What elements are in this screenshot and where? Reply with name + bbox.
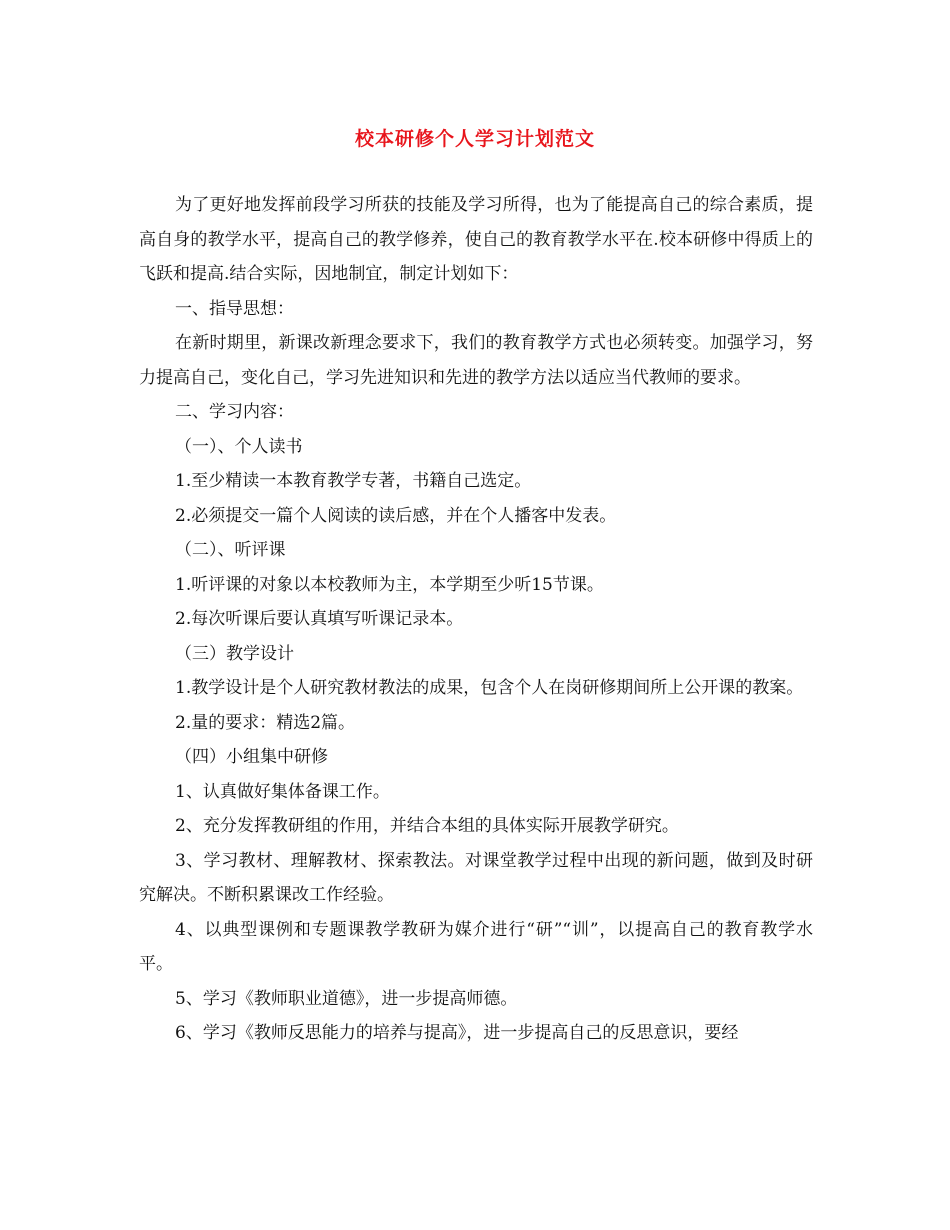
group-study-item-3: 3、学习教材、理解教材、探索教法。对课堂教学过程中出现的新问题，做到及时研究解决。不断积累课改工作经验。 [139,850,813,905]
document-body [139,188,813,1051]
document-title: 校本研修个人学习计划范文 [354,128,595,150]
subsection-heading-group-study: （四）小组集中研修 [175,747,328,767]
reading-item-2: 2.必须提交一篇个人阅读的读后感，并在个人播客中发表。 [175,505,617,526]
section-heading-study-content: 二、学习内容： [175,402,294,422]
lesson-review-item-1: 1.听评课的对象以本校教师为主，本学期至少听15节课。 [175,574,604,595]
group-study-item-2: 2、充分发挥教研组的作用，并结合本组的具体实际开展教学研究。 [175,816,679,836]
guiding-thought-paragraph: 在新时期里，新课改新理念要求下，我们的教育教学方式也必须转变。加强学习，努力提高自己，变化自己，学习先进知识和先进的教学方法以适应当代教师的要求。 [139,333,813,388]
reading-item-1: 1.至少精读一本教育教学专著，书籍自己选定。 [175,471,532,491]
intro-paragraph: 为了更好地发挥前段学习所获的技能及学习所得，也为了能提高自己的综合素质，提高自身的教学水平，提高自己的教学修养，使自己的教育教学水平在.校本研修中得质上的飞跃和提高.结合实际，因地制宜，制定计划如下： [139,195,813,284]
subsection-heading-lesson-review: （二）、听评课 [175,540,286,560]
subsection-heading-teaching-design: （三）教学设计 [175,643,294,664]
group-study-item-4: 4、以典型课例和专题课教学教研为媒介进行“研”“训”，以提高自己的教育教学水平。 [139,919,813,974]
lesson-review-item-2: 2.每次听课后要认真填写听课记录本。 [175,609,464,629]
group-study-item-1: 1、认真做好集体备课工作。 [175,781,390,802]
subsection-heading-reading: （一）、个人读书 [175,436,303,457]
group-study-item-6: 6、学习《教师反思能力的培养与提高》，进一步提高自己的反思意识，要经 [175,1023,739,1043]
section-heading-guiding-thought: 一、指导思想： [175,298,294,319]
teaching-design-item-2: 2.量的要求：精选2篇。 [175,712,356,733]
group-study-item-5: 5、学习《教师职业道德》，进一步提高师德。 [175,988,518,1009]
teaching-design-item-1: 1.教学设计是个人研究教材教法的成果，包含个人在岗研修期间所上公开课的教案。 [175,678,804,698]
